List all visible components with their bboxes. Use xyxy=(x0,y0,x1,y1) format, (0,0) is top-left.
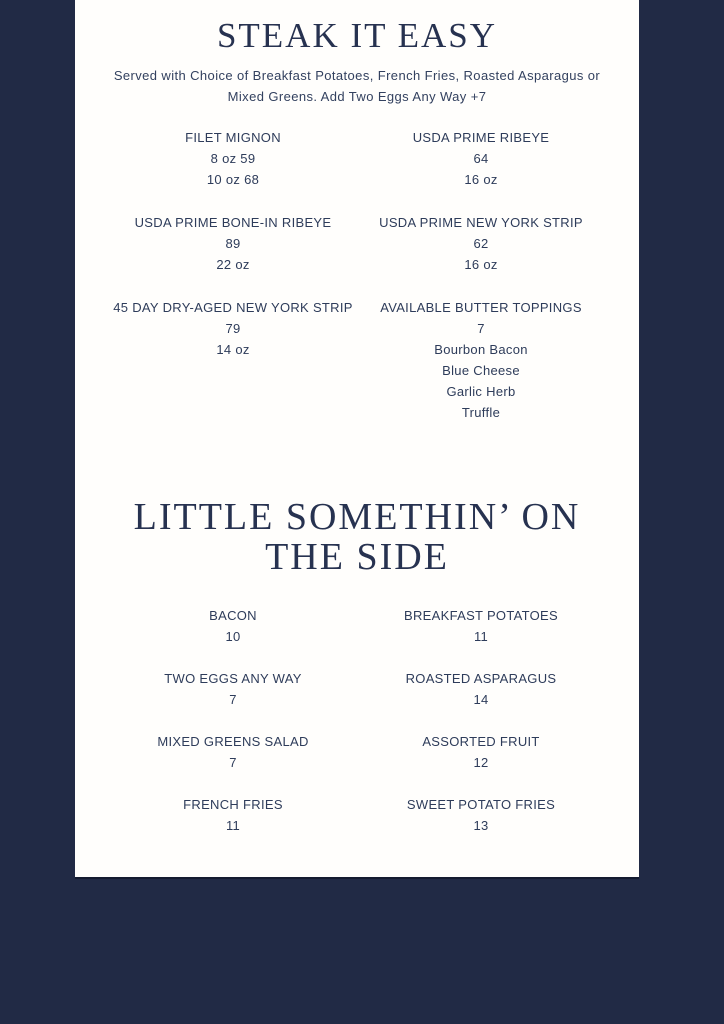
item-price: 11 xyxy=(225,818,241,833)
item-price-line: 79 xyxy=(225,321,241,336)
item-price: 7 xyxy=(229,692,237,707)
menu-item-sweet-potato-fries xyxy=(357,794,605,836)
item-price-line: 10 oz 68 xyxy=(206,172,260,187)
topping-option: Blue Cheese xyxy=(442,363,520,378)
item-price-line: 89 xyxy=(225,236,241,251)
item-name: USDA PRIME NEW YORK STRIP xyxy=(379,215,583,230)
menu-item-available-butter-toppings xyxy=(357,297,605,423)
steak-items-grid xyxy=(109,127,605,423)
item-price-line: 8 oz 59 xyxy=(210,151,256,166)
menu-item-usda-prime-bone-in-ribeye xyxy=(109,212,357,275)
item-name: MIXED GREENS SALAD xyxy=(157,734,309,749)
item-name: BREAKFAST POTATOES xyxy=(404,608,558,623)
item-name: USDA PRIME RIBEYE xyxy=(412,130,550,145)
menu-item-assorted-fruit xyxy=(357,731,605,773)
item-price-line: 64 xyxy=(473,151,489,166)
menu-item-two-eggs-any-way xyxy=(109,668,357,710)
menu-item-french-fries xyxy=(109,794,357,836)
sides-section-title: LITTLE SOMETHIN’ ON THE SIDE xyxy=(133,496,581,578)
menu-item-mixed-greens-salad xyxy=(109,731,357,773)
item-name: AVAILABLE BUTTER TOPPINGS xyxy=(380,300,582,315)
item-price: 10 xyxy=(225,629,241,644)
menu-item-usda-prime-new-york-strip xyxy=(357,212,605,275)
menu-item-45-day-dry-aged-new-york-strip xyxy=(109,297,357,360)
item-price-line: 7 xyxy=(477,321,485,336)
steak-section-title: STEAK IT EASY xyxy=(216,16,498,55)
item-price-line: 62 xyxy=(473,236,489,251)
menu-item-roasted-asparagus xyxy=(357,668,605,710)
sides-items-grid xyxy=(109,605,605,836)
item-name: TWO EGGS ANY WAY xyxy=(164,671,302,686)
menu-item-usda-prime-ribeye xyxy=(357,127,605,190)
steak-section-subtitle: Served with Choice of Breakfast Potatoes, French Fries, Roasted Asparagus or Mixed Greens. Add Two Eggs Any Way +7 xyxy=(113,68,601,104)
item-price: 11 xyxy=(473,629,489,644)
item-name: FILET MIGNON xyxy=(185,130,281,145)
item-name: BACON xyxy=(209,608,257,623)
menu-panel xyxy=(75,0,639,877)
item-name: ASSORTED FRUIT xyxy=(422,734,540,749)
item-price: 12 xyxy=(473,755,489,770)
item-price: 13 xyxy=(473,818,489,833)
item-name: SWEET POTATO FRIES xyxy=(406,797,556,812)
item-size-line: 16 oz xyxy=(464,257,498,272)
item-size-line: 22 oz xyxy=(216,257,250,272)
topping-option: Garlic Herb xyxy=(446,384,516,399)
item-price: 7 xyxy=(229,755,237,770)
topping-option: Bourbon Bacon xyxy=(434,342,528,357)
item-size-line: 16 oz xyxy=(464,172,498,187)
menu-item-bacon xyxy=(109,605,357,647)
item-name: ROASTED ASPARAGUS xyxy=(405,671,557,686)
item-name: FRENCH FRIES xyxy=(183,797,283,812)
item-name: 45 DAY DRY-AGED NEW YORK STRIP xyxy=(113,300,353,315)
menu-item-filet-mignon xyxy=(109,127,357,190)
item-size-line: 14 oz xyxy=(216,342,250,357)
topping-option: Truffle xyxy=(461,405,501,420)
item-name: USDA PRIME BONE-IN RIBEYE xyxy=(134,215,332,230)
item-price: 14 xyxy=(473,692,489,707)
menu-item-breakfast-potatoes xyxy=(357,605,605,647)
